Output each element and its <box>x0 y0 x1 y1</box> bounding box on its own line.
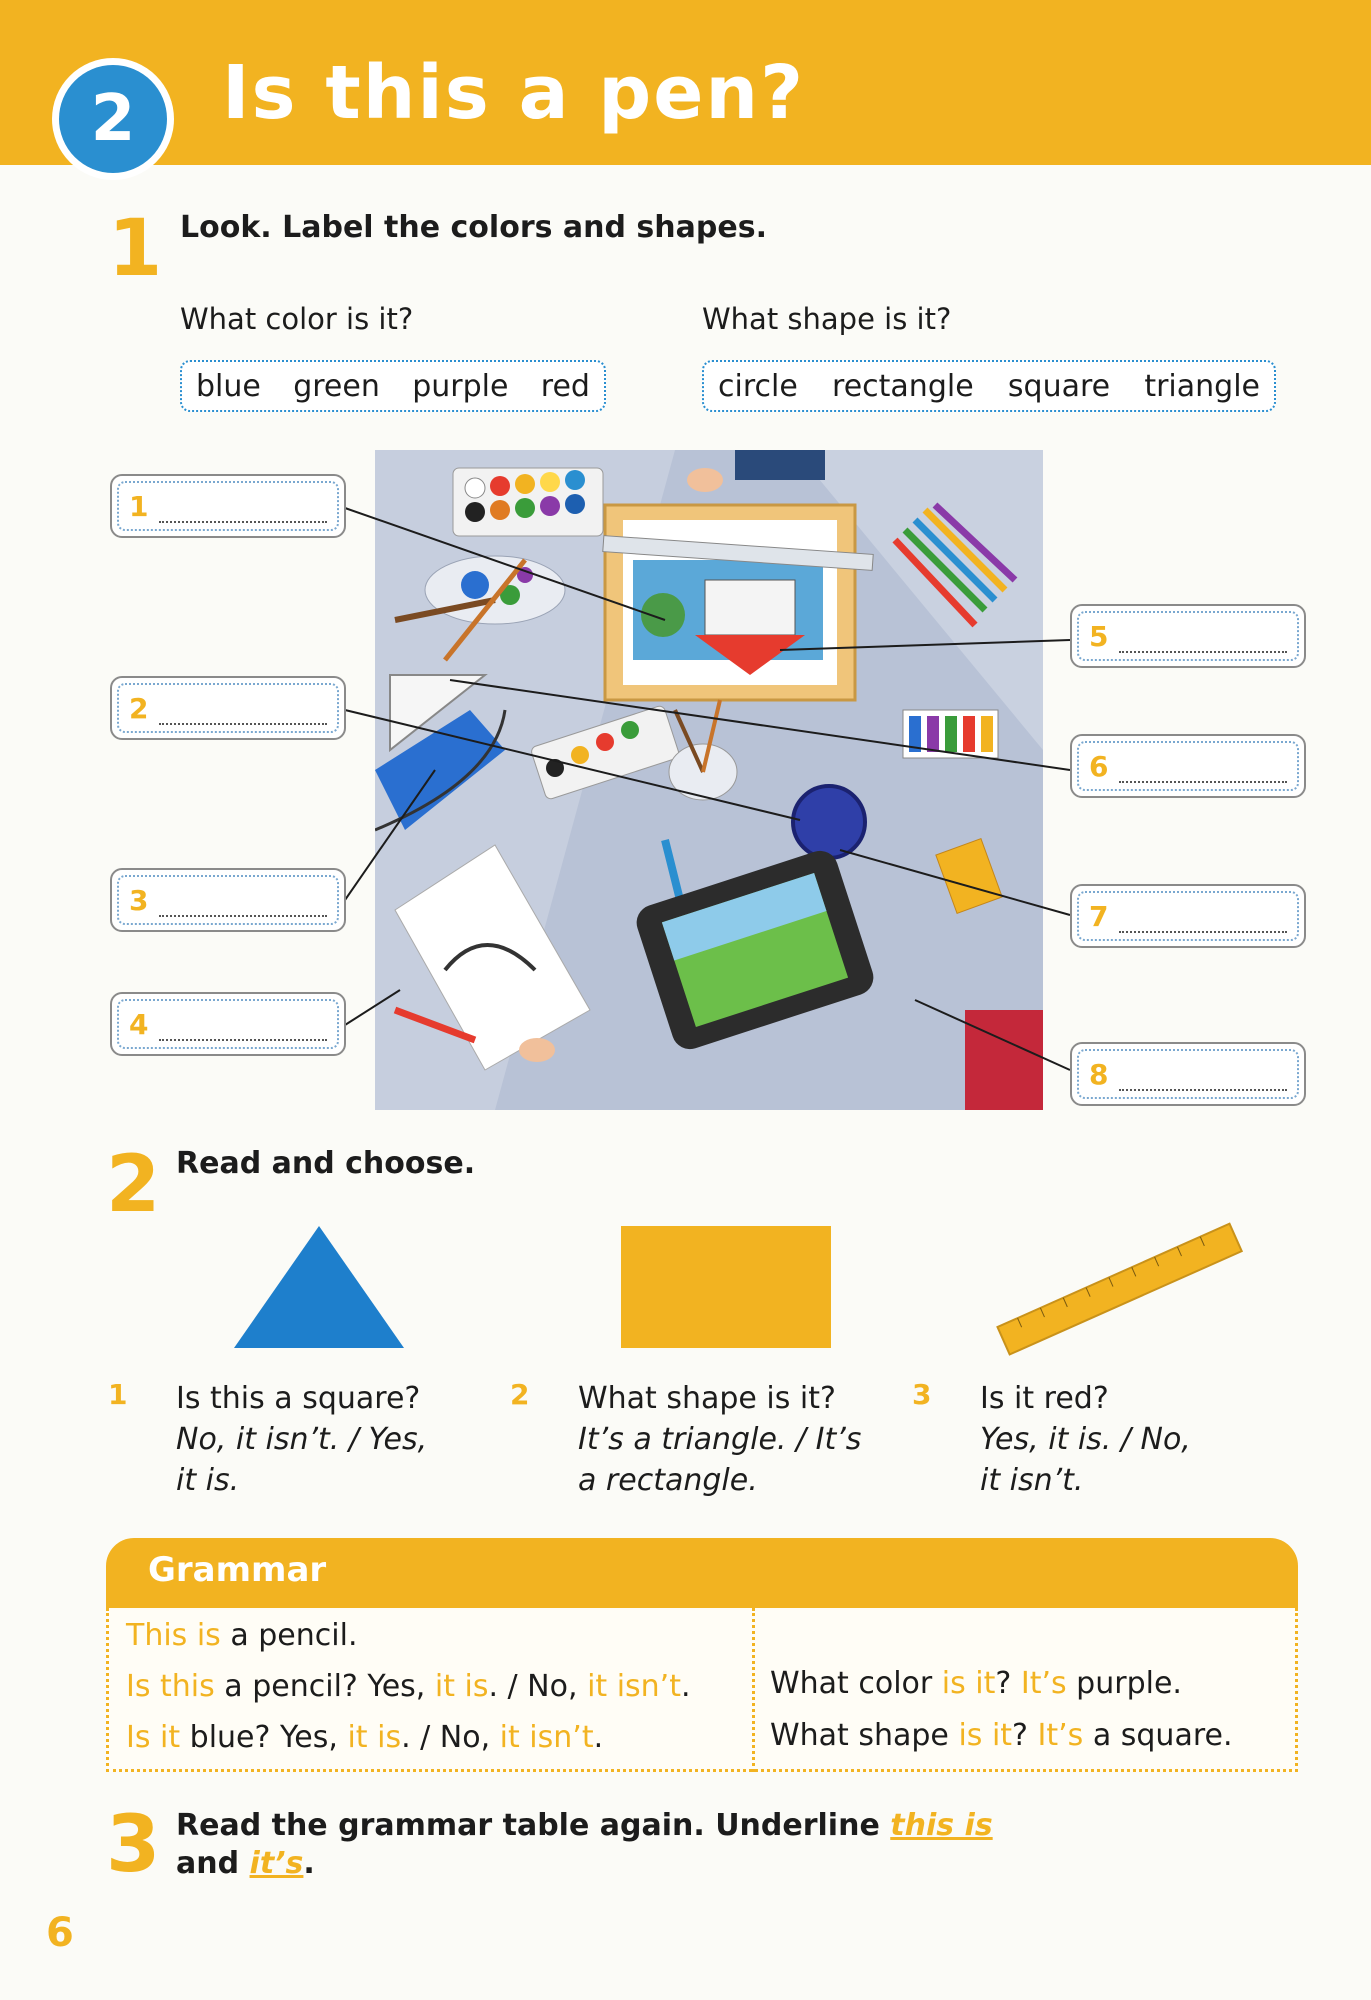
instruction-text: . <box>303 1846 315 1881</box>
word-triangle: triangle <box>1144 368 1260 404</box>
grammar-text: . / No, <box>401 1720 500 1755</box>
grammar-highlight: It’s <box>1020 1666 1067 1701</box>
answer-box-4[interactable] <box>110 992 346 1056</box>
shape-question: What shape is it? <box>702 302 952 336</box>
answer-line[interactable] <box>1119 913 1287 933</box>
exercise-2-instruction: Read and choose. <box>176 1146 476 1181</box>
grammar-text: . <box>593 1720 604 1755</box>
word-red: red <box>540 368 590 404</box>
word-square: square <box>1007 368 1111 404</box>
grammar-highlight: it is <box>434 1669 489 1704</box>
exercise-2-number: 2 <box>106 1140 161 1230</box>
answer-options-line2[interactable]: it isn’t. <box>980 1463 1084 1498</box>
answer-line[interactable] <box>1119 1071 1287 1091</box>
grammar-text: ? <box>995 1666 1021 1701</box>
word-blue: blue <box>196 368 261 404</box>
question-number: 1 <box>108 1378 128 1411</box>
grammar-text: What color <box>770 1666 942 1701</box>
answer-box-number: 2 <box>129 691 149 725</box>
answer-options-line2[interactable]: a rectangle. <box>578 1463 758 1498</box>
question-number: 2 <box>510 1378 530 1411</box>
blue-triangle-shape <box>234 1226 404 1350</box>
underline-example-its: it’s <box>249 1846 304 1881</box>
page-number: 6 <box>46 1910 74 1956</box>
answer-options-line2[interactable]: it is. <box>176 1463 240 1498</box>
answer-box-7[interactable] <box>1070 884 1306 948</box>
question-text: Is it red? <box>980 1381 1109 1416</box>
grammar-box <box>106 1538 1298 1772</box>
answer-box-1[interactable] <box>110 474 346 538</box>
exercise-1-number: 1 <box>108 204 163 294</box>
grammar-right-line-2 <box>770 1718 1233 1753</box>
grammar-line-3 <box>126 1720 603 1755</box>
grammar-highlight: is it <box>941 1666 996 1701</box>
answer-line[interactable] <box>1119 633 1287 653</box>
answer-box-number: 6 <box>1089 749 1109 783</box>
grammar-highlight: it isn’t <box>587 1669 681 1704</box>
grammar-text: blue? Yes, <box>180 1720 348 1755</box>
answer-box-number: 4 <box>129 1007 149 1041</box>
grammar-highlight: It’s <box>1037 1718 1084 1753</box>
answer-box-6[interactable] <box>1070 734 1306 798</box>
yellow-rectangle-shape <box>621 1226 831 1348</box>
answer-box-5[interactable] <box>1070 604 1306 668</box>
grammar-title: Grammar <box>148 1550 327 1590</box>
exercise-3-number: 3 <box>106 1800 161 1890</box>
question-text: What shape is it? <box>578 1381 836 1416</box>
underline-example-this-is: this is <box>890 1808 993 1843</box>
exercise-1-instruction: Look. Label the colors and shapes. <box>180 210 767 245</box>
word-rectangle: rectangle <box>832 368 974 404</box>
grammar-text: a square. <box>1083 1718 1233 1753</box>
grammar-text: . / No, <box>488 1669 588 1704</box>
answer-box-number: 8 <box>1089 1057 1109 1091</box>
answer-options-line1[interactable]: It’s a triangle. / It’s <box>578 1422 862 1457</box>
grammar-divider <box>752 1608 755 1772</box>
answer-box-8[interactable] <box>1070 1042 1306 1106</box>
color-question: What color is it? <box>180 302 414 336</box>
grammar-highlight: Is this <box>126 1669 215 1704</box>
answer-box-3[interactable] <box>110 868 346 932</box>
grammar-highlight: is it <box>958 1718 1013 1753</box>
ruler-shape <box>985 1222 1255 1358</box>
grammar-line-2 <box>126 1669 691 1704</box>
grammar-highlight: Is it <box>126 1720 181 1755</box>
answer-line[interactable] <box>159 503 327 523</box>
grammar-text: purple. <box>1066 1666 1182 1701</box>
answer-box-number: 5 <box>1089 619 1109 653</box>
grammar-text: a pencil? Yes, <box>214 1669 435 1704</box>
answer-line[interactable] <box>159 1021 327 1041</box>
grammar-text: . <box>680 1669 691 1704</box>
grammar-right-line-1 <box>770 1666 1182 1701</box>
answer-options-line1[interactable]: Yes, it is. / No, <box>980 1422 1191 1457</box>
grammar-highlight: it is <box>347 1720 402 1755</box>
answer-box-2[interactable] <box>110 676 346 740</box>
question-text: Is this a square? <box>176 1381 421 1416</box>
answer-box-number: 1 <box>129 489 149 523</box>
exercise-3-instruction-line2 <box>176 1846 315 1881</box>
word-green: green <box>293 368 380 404</box>
grammar-highlight: This is <box>126 1618 221 1653</box>
exercise-3-instruction-line1 <box>176 1808 993 1843</box>
question-number: 3 <box>912 1378 932 1411</box>
unit-number: 2 <box>59 65 167 173</box>
answer-options-line1[interactable]: No, it isn’t. / Yes, <box>176 1422 428 1457</box>
word-purple: purple <box>412 368 509 404</box>
answer-line[interactable] <box>159 897 327 917</box>
grammar-text: a pencil. <box>220 1618 358 1653</box>
word-circle: circle <box>718 368 798 404</box>
answer-line[interactable] <box>1119 763 1287 783</box>
instruction-text: and <box>176 1846 250 1881</box>
grammar-line-1 <box>126 1618 357 1653</box>
instruction-text: Read the grammar table again. Underline <box>176 1808 891 1843</box>
answer-box-number: 7 <box>1089 899 1109 933</box>
answer-line[interactable] <box>159 705 327 725</box>
answer-box-number: 3 <box>129 883 149 917</box>
grammar-highlight: it isn’t <box>499 1720 594 1755</box>
grammar-text: ? <box>1012 1718 1038 1753</box>
unit-title: Is this a pen? <box>222 50 806 136</box>
grammar-text: What shape <box>770 1718 959 1753</box>
